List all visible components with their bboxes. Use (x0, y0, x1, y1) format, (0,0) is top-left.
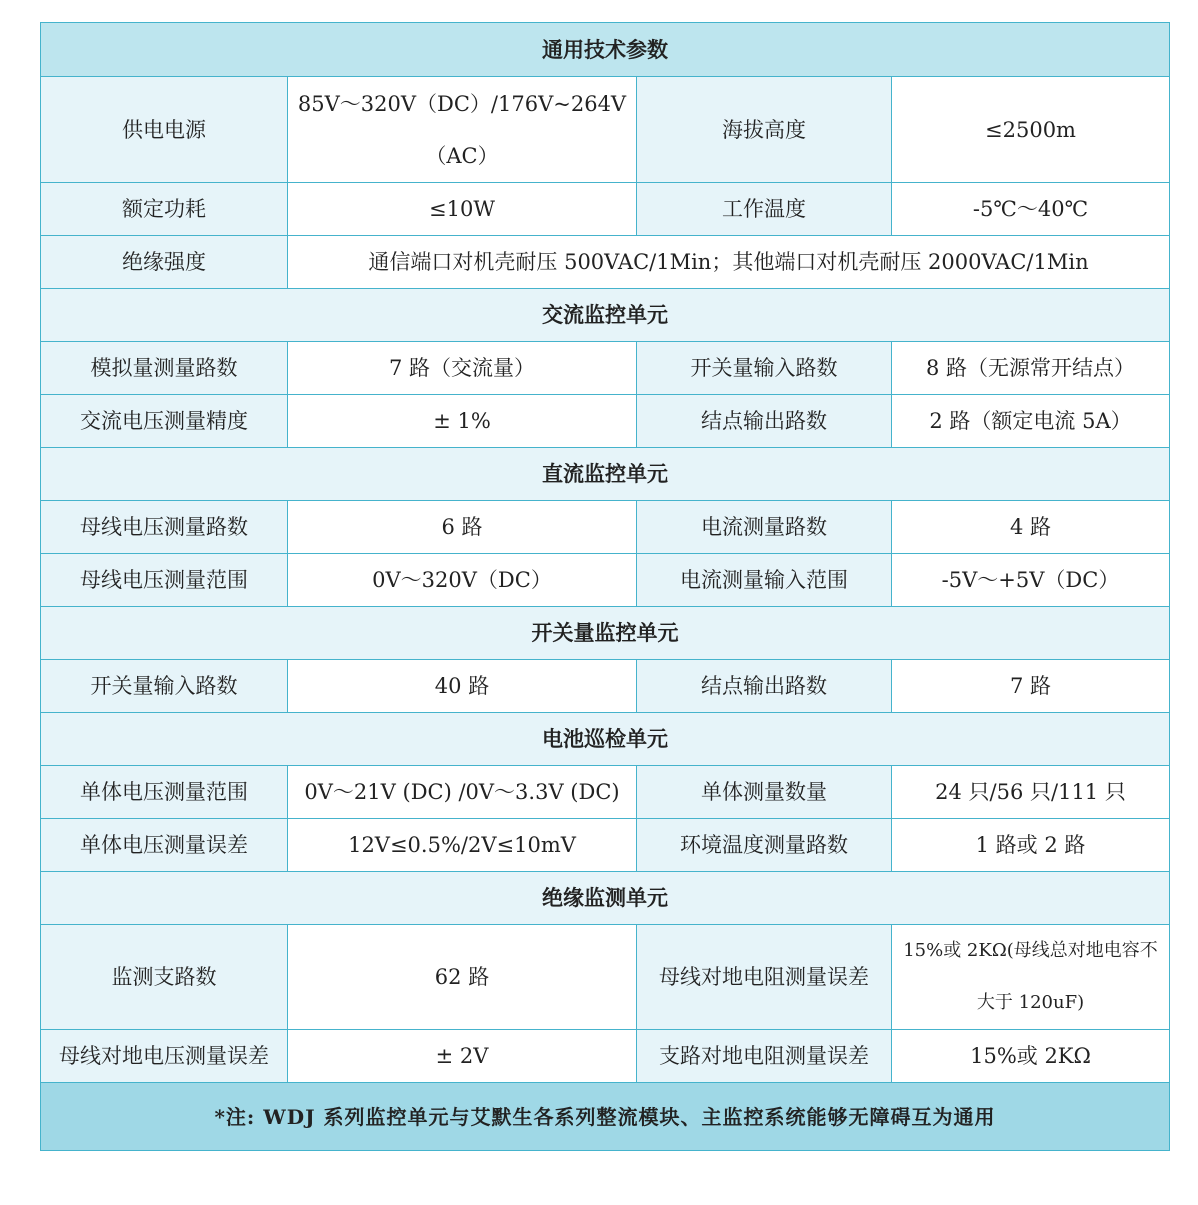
section-header-row (41, 607, 1170, 660)
table-row (41, 766, 1170, 819)
section-header-row (41, 448, 1170, 501)
param-value: 85V～320V（DC）/176V~264V（AC） (288, 77, 637, 183)
param-value: ≤2500m (892, 77, 1170, 183)
param-value: 7 路 (892, 660, 1170, 713)
table-row (41, 925, 1170, 1030)
param-value: 7 路（交流量） (288, 342, 637, 395)
param-label: 供电电源 (41, 77, 288, 183)
table-title-row (41, 23, 1170, 77)
param-label: 开关量输入路数 (41, 660, 288, 713)
param-value: -5V～+5V（DC） (892, 554, 1170, 607)
param-label: 开关量输入路数 (637, 342, 892, 395)
param-label: 母线电压测量范围 (41, 554, 288, 607)
param-value: ± 2V (288, 1030, 637, 1083)
param-label: 单体电压测量误差 (41, 819, 288, 872)
param-label: 电流测量输入范围 (637, 554, 892, 607)
param-value: 0V～21V (DC) /0V～3.3V (DC) (288, 766, 637, 819)
table-row (41, 819, 1170, 872)
param-value: 40 路 (288, 660, 637, 713)
param-value: 24 只/56 只/111 只 (892, 766, 1170, 819)
section-header-row (41, 872, 1170, 925)
param-value: 62 路 (288, 925, 637, 1030)
param-label: 母线对地电压测量误差 (41, 1030, 288, 1083)
param-label: 结点输出路数 (637, 395, 892, 448)
param-value: 1 路或 2 路 (892, 819, 1170, 872)
param-value: 0V～320V（DC） (288, 554, 637, 607)
param-label: 母线电压测量路数 (41, 501, 288, 554)
section-title: 直流监控单元 (41, 448, 1170, 501)
section-title: 交流监控单元 (41, 289, 1170, 342)
section-header-row (41, 289, 1170, 342)
param-label: 模拟量测量路数 (41, 342, 288, 395)
param-value: 15%或 2KΩ(母线总对地电容不大于 120uF) (892, 925, 1170, 1030)
param-value: 2 路（额定电流 5A） (892, 395, 1170, 448)
section-title: 开关量监控单元 (41, 607, 1170, 660)
param-label: 支路对地电阻测量误差 (637, 1030, 892, 1083)
param-label: 环境温度测量路数 (637, 819, 892, 872)
table-row (41, 342, 1170, 395)
param-label: 电流测量路数 (637, 501, 892, 554)
param-value: 12V≤0.5%/2V≤10mV (288, 819, 637, 872)
table-row (41, 1030, 1170, 1083)
section-title: 绝缘监测单元 (41, 872, 1170, 925)
param-value: 6 路 (288, 501, 637, 554)
table-row (41, 395, 1170, 448)
table-title: 通用技术参数 (41, 23, 1170, 77)
param-value: -5℃～40℃ (892, 183, 1170, 236)
param-label: 交流电压测量精度 (41, 395, 288, 448)
table-row (41, 236, 1170, 289)
param-label: 单体测量数量 (637, 766, 892, 819)
param-label: 母线对地电阻测量误差 (637, 925, 892, 1030)
spec-table (40, 22, 1170, 1151)
param-value: 8 路（无源常开结点） (892, 342, 1170, 395)
param-value: 4 路 (892, 501, 1170, 554)
param-label: 额定功耗 (41, 183, 288, 236)
table-row (41, 660, 1170, 713)
param-value: ≤10W (288, 183, 637, 236)
param-label: 结点输出路数 (637, 660, 892, 713)
table-row (41, 554, 1170, 607)
table-row (41, 501, 1170, 554)
param-label: 绝缘强度 (41, 236, 288, 289)
param-value: 通信端口对机壳耐压 500VAC/1Min；其他端口对机壳耐压 2000VAC/1Min (288, 236, 1170, 289)
param-label: 单体电压测量范围 (41, 766, 288, 819)
section-header-row (41, 713, 1170, 766)
table-row (41, 183, 1170, 236)
footer-note-row (41, 1083, 1170, 1151)
param-label: 监测支路数 (41, 925, 288, 1030)
footer-note: *注: WDJ 系列监控单元与艾默生各系列整流模块、主监控系统能够无障碍互为通用 (41, 1083, 1170, 1151)
section-title: 电池巡检单元 (41, 713, 1170, 766)
param-value: ± 1% (288, 395, 637, 448)
param-label: 工作温度 (637, 183, 892, 236)
param-label: 海拔高度 (637, 77, 892, 183)
param-value: 15%或 2KΩ (892, 1030, 1170, 1083)
table-row (41, 77, 1170, 183)
